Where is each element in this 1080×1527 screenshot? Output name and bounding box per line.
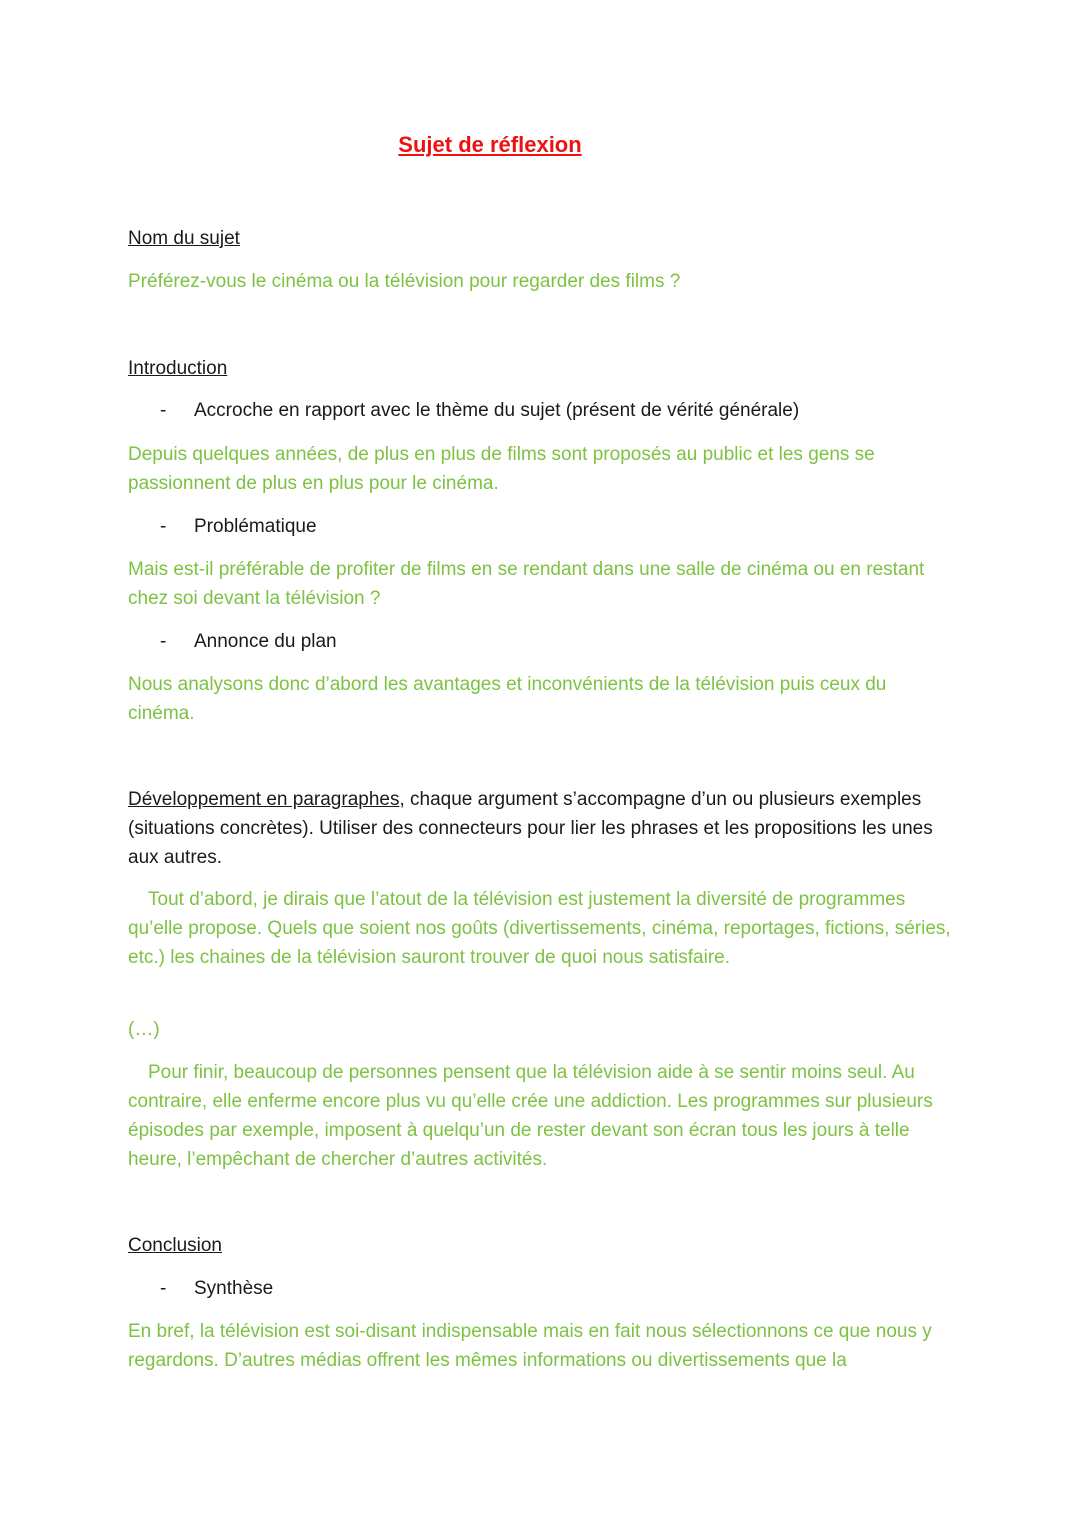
development-ellipsis: (…) <box>128 1019 160 1040</box>
development-paragraph-1: Tout d’abord, je dirais que l’atout de la télévision est justement la diversité de programmes qu’elle propose. Quels que soient nos goûts (divertissements, cinéma, reportages, fictions, séries, etc.) les chaines de la télévision sauront trouver de quoi nous satisfaire. <box>128 889 951 968</box>
development-instruction-text: , chaque argument s’accompagne d’un ou plusieurs exemples (situations concrètes). Utiliser des connecteurs pour lier les phrases et les propositions les unes aux autres. <box>128 789 933 868</box>
introduction-heading: Introduction <box>128 358 228 379</box>
conclusion-heading: Conclusion <box>128 1235 222 1256</box>
subject-text: Préférez-vous le cinéma ou la télévision pour regarder des films ? <box>128 271 681 292</box>
intro-hook-answer: Depuis quelques années, de plus en plus de films sont proposés au public et les gens se passionnent de plus en plus pour le cinéma. <box>128 444 875 494</box>
subject-heading: Nom du sujet <box>128 228 240 249</box>
bullet-dash: - <box>160 400 167 421</box>
intro-plan-answer: Nous analysons donc d’abord les avantages et inconvénients de la télévision puis ceux du cinéma. <box>128 674 887 724</box>
bullet-dash: - <box>160 516 167 537</box>
development-instruction <box>128 785 958 872</box>
intro-bullet-problem-label: Problématique <box>194 516 317 537</box>
intro-bullet-plan-label: Annonce du plan <box>194 631 337 652</box>
development-paragraph-2: Pour finir, beaucoup de personnes pensent que la télévision aide à se sentir moins seul. Au contraire, elle enferme encore plus vu qu’elle crée une addiction. Les programmes sur plusieurs épisodes par exemple, imposent à quelqu’un de rester devant son écran tous les jours à telle heure, l’empêchant de chercher d’autres activités. <box>128 1062 933 1170</box>
intro-problem-answer: Mais est-il préférable de profiter de films en se rendant dans une salle de cinéma ou en restant chez soi devant la télévision ? <box>128 559 925 609</box>
bullet-dash: - <box>160 1278 167 1299</box>
page-title: Sujet de réflexion <box>398 132 582 157</box>
development-heading: Développement en paragraphes <box>128 789 400 810</box>
bullet-dash: - <box>160 631 167 652</box>
intro-bullet-hook-label: Accroche en rapport avec le thème du sujet (présent de vérité générale) <box>194 400 800 421</box>
conclusion-bullet-synthesis-label: Synthèse <box>194 1278 274 1299</box>
conclusion-text: En bref, la télévision est soi-disant indispensable mais en fait nous sélectionnons ce que nous y regardons. D’autres médias offrent les mêmes informations ou divertissements que la <box>128 1321 932 1371</box>
